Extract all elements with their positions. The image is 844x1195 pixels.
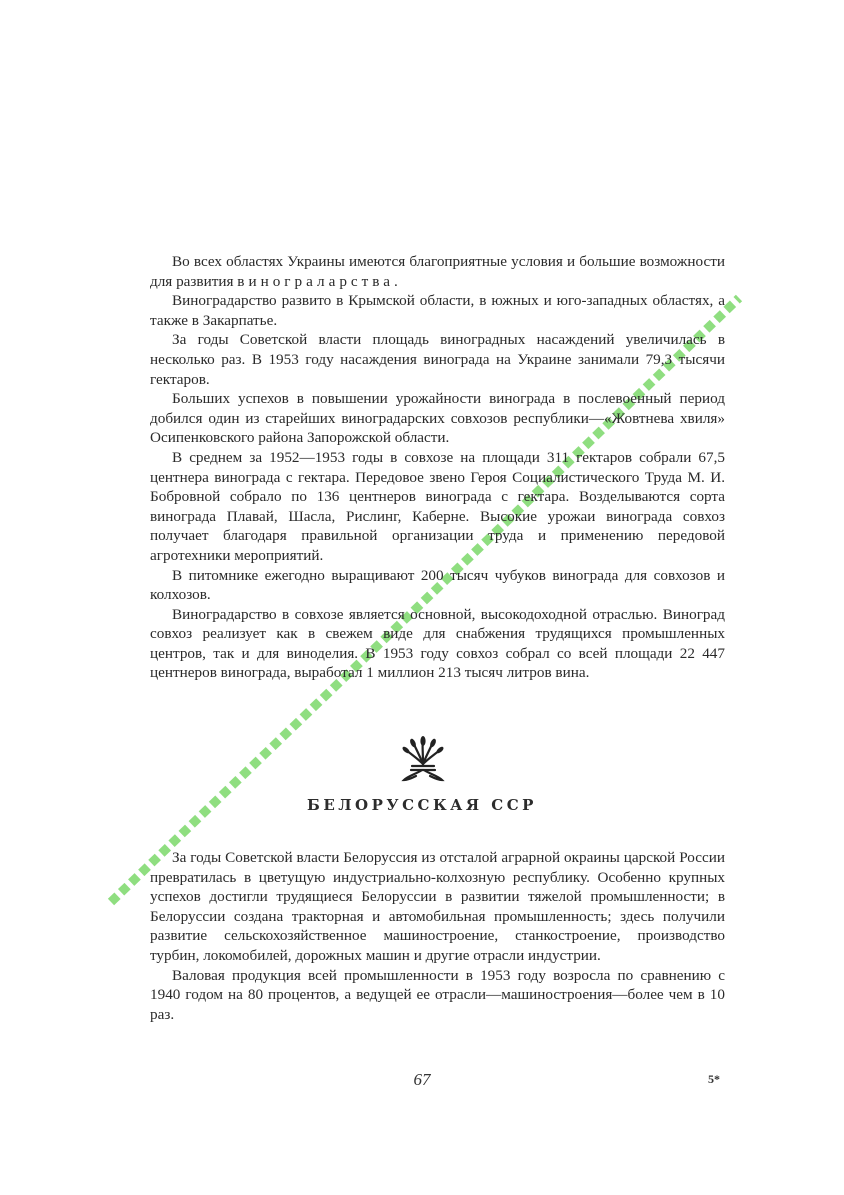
paragraph-text-spaced: винограларства. <box>237 272 402 290</box>
paragraph: Валовая продукция всей промышленности в 1953 году возросла по сравнению с 1940 годом на 80 процентов, а ведущей ее отрасли—машиностроения—более чем в 10 раз. <box>150 966 725 1023</box>
text-block-ukraine <box>150 252 725 683</box>
wheat-sheaf-ornament-icon <box>398 734 448 784</box>
signature-mark: 5* <box>708 1072 720 1086</box>
paragraph: За годы Советской власти площадь виноградных насаждений увеличилась в несколько раз. В 1953 году насаждения винограда на Украине занимали 79,3 тысячи гектаров. <box>150 331 725 388</box>
paragraph: Виноградарство в совхозе является основной, высокодоходной отраслью. Виноград совхоз реализует как в свежем виде для снабжения трудящихся промышленных центров, так и для виноделия. В 1953 году совхоз собрал со всей площади 22 447 центнеров винограда, выработал 1 миллион 213 тысяч литров вина. <box>150 605 725 682</box>
paragraph: Виноградарство развито в Крымской области, в южных и юго-западных областях, а также в Закарпатье. <box>150 292 725 329</box>
paragraph <box>150 252 725 291</box>
page-number: 67 <box>413 1070 431 1089</box>
paragraph-text: Во всех областях Украины имеются благоприятные условия и большие возможности для развития <box>150 253 725 290</box>
text-block-belarus <box>150 848 725 1024</box>
paragraph: В среднем за 1952—1953 годы в совхозе на площади 311 гектаров собрали 67,5 центнера винограда с гектара. Передовое звено Героя Социалистического Труда М. И. Бобровной собрало по 136 центнеров винограда с гектара. Возделываются сорта винограда Плавай, Шасла, Рислинг, Каберне. Высокие урожаи винограда совхоз получает благодаря правильной организации труда и применению передовой агротехники мероприятий. <box>150 448 725 564</box>
paragraph: За годы Советской власти Белоруссия из отсталой аграрной окраины царской России превратилась в цветущую индустриально-колхозную республику. Особенно крупных успехов достигли трудящиеся Белоруссии в развитии тяжелой промышленности; в Белоруссии создана тракторная и автомобильная промышленность; здесь получили развитие сельскохозяйственное машиностроение, станкостроение, производство турбин, локомобилей, дорожных машин и другие отрасли индустрии. <box>150 849 725 964</box>
paragraph: Больших успехов в повышении урожайности винограда в послевоенный период добился один из старейших виноградарских совхозов республики—«Жовтнева хвиля» Осипенковского района Запорожской области. <box>150 390 725 447</box>
paragraph: В питомнике ежегодно выращивают 200 тысяч чубуков винограда для совхозов и колхозов. <box>150 566 725 604</box>
section-title: БЕЛОРУССКАЯ ССР <box>307 796 537 814</box>
